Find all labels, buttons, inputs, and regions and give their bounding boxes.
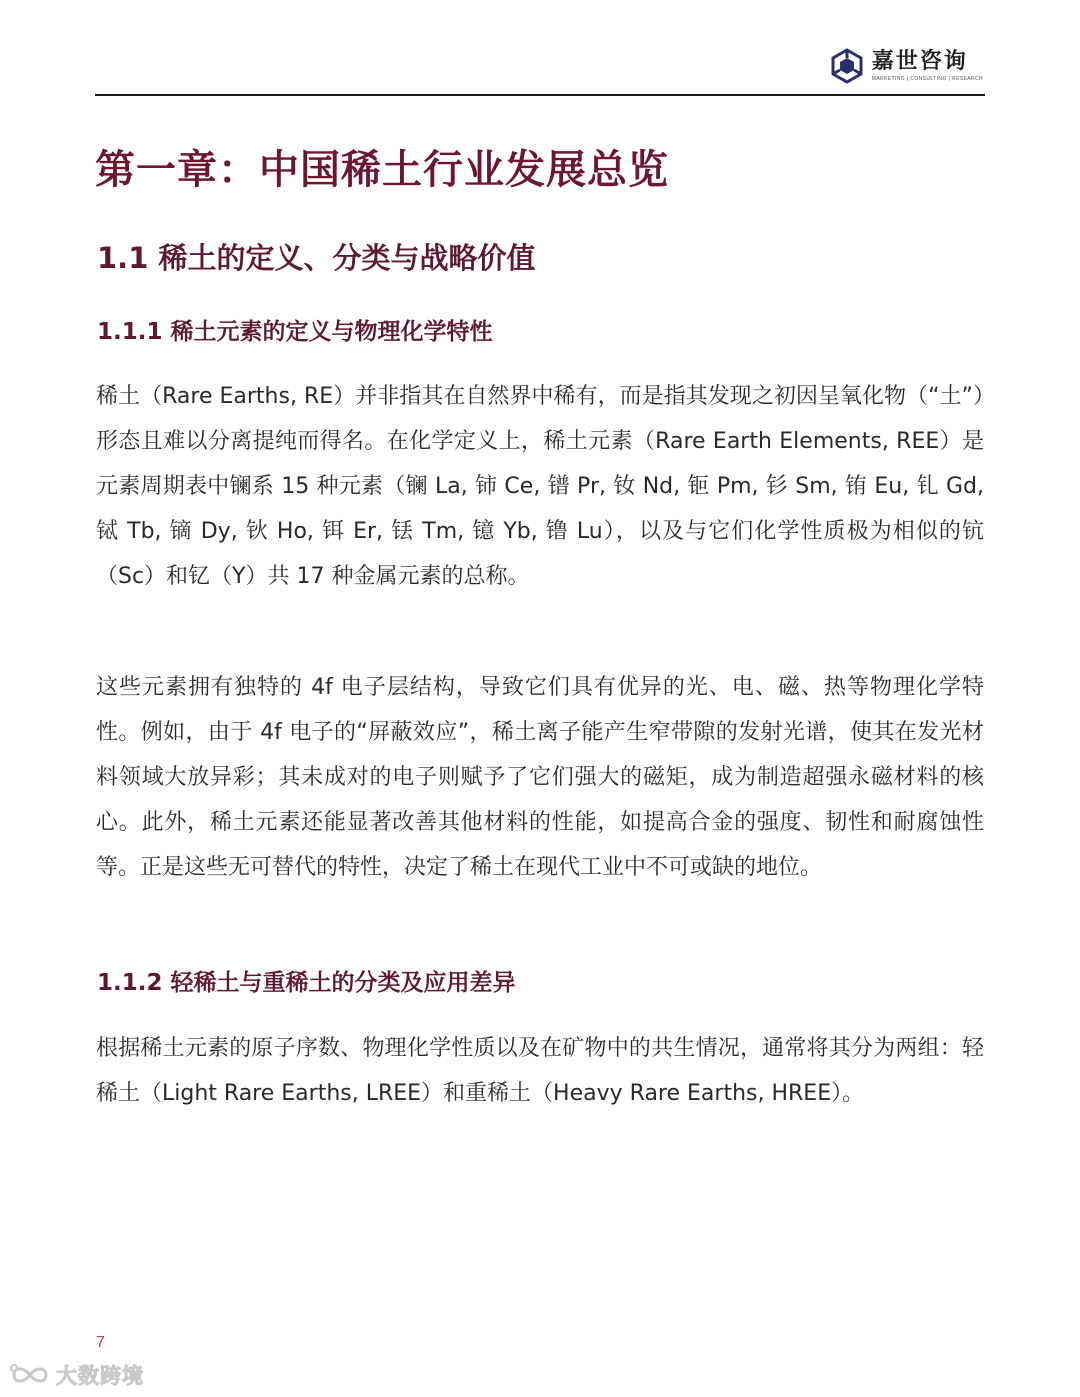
- watermark-text: 大数跨境: [56, 1364, 144, 1388]
- logo-text: [872, 50, 983, 82]
- page-header: [95, 40, 985, 96]
- body-paragraph: 稀土（Rare Earths, RE）并非指其在自然界中稀有，而是指其发现之初因呈氧化物（“土”）形态且难以分离提纯而得名。在化学定义上，稀土元素（Rare Earth Elements, REE）是元素周期表中镧系 15 种元素（镧 La, 铈 Ce, 镨 Pr, 钕 Nd, 钷 Pm, 钐 Sm, 铕 Eu, 钆 Gd, 铽 Tb, 镝 Dy, 钬 Ho, 铒 Er, 铥 Tm, 镱 Yb, 镥 Lu），以及与它们化学性质极为相似的钪（Sc）和钇（Y）共 17 种金属元素的总称。: [96, 384, 984, 589]
- infinity-loop-icon: [8, 1362, 52, 1388]
- company-name: 嘉世咨询: [871, 49, 968, 74]
- section-title: 1.1 稀土的定义、分类与战略价值: [97, 241, 536, 275]
- cube-logo-icon: [830, 48, 864, 84]
- page-number: 7: [96, 1334, 105, 1351]
- company-tagline: MARKETING | CONSULTING | RESEARCH: [871, 76, 983, 82]
- company-logo: [830, 48, 983, 84]
- watermark: [8, 1360, 144, 1390]
- subsection-title-1-1-2: 1.1.2 轻稀土与重稀土的分类及应用差异: [97, 970, 516, 996]
- body-paragraph: 根据稀土元素的原子序数、物理化学性质以及在矿物中的共生情况，通常将其分为两组：轻稀土（Light Rare Earths, LREE）和重稀土（Heavy Rare Earths, HREE）。: [96, 1036, 984, 1106]
- chapter-title: 第一章：中国稀土行业发展总览: [95, 147, 669, 193]
- subsection-title-1-1-1: 1.1.1 稀土元素的定义与物理化学特性: [97, 319, 493, 345]
- body-paragraph: 这些元素拥有独特的 4f 电子层结构，导致它们具有优异的光、电、磁、热等物理化学特性。例如，由于 4f 电子的“屏蔽效应”，稀土离子能产生窄带隙的发射光谱，使其在发光材料领域大放异彩；其未成对的电子则赋予了它们强大的磁矩，成为制造超强永磁材料的核心。此外，稀土元素还能显著改善其他材料的性能，如提高合金的强度、韧性和耐腐蚀性等。正是这些无可替代的特性，决定了稀土在现代工业中不可或缺的地位。: [96, 675, 984, 880]
